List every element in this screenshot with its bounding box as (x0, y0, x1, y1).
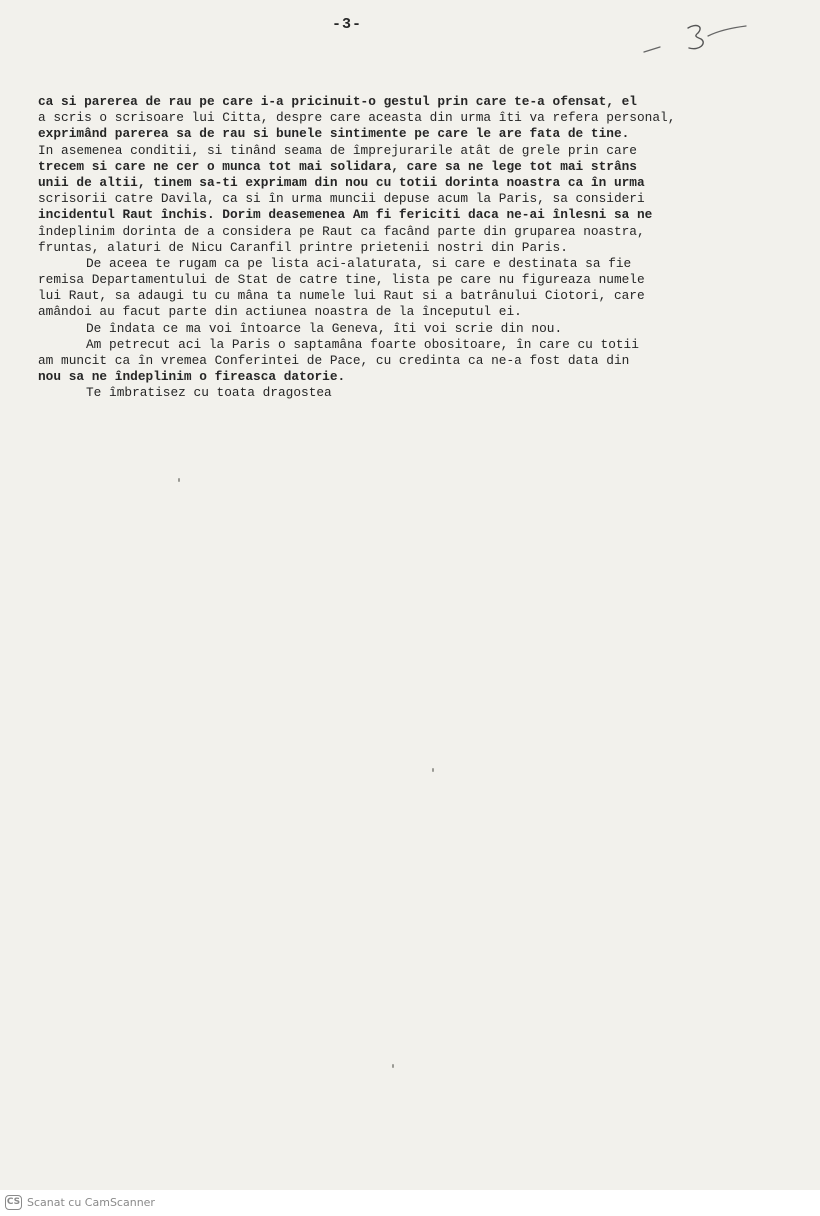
letter-line: scrisorii catre Davila, ca si în urma muncii depuse acum la Paris, sa consideri (38, 191, 645, 207)
paper-speck (432, 768, 434, 772)
letter-line: In asemenea conditii, si tinând seama de împrejurarile atât de grele prin care (38, 142, 637, 158)
letter-line: trecem si care ne cer o munca tot mai solidara, care sa ne lege tot mai strâns (38, 158, 637, 174)
handwritten-number-drawing (640, 20, 770, 60)
letter-line: am muncit ca în vremea Conferintei de Pace, cu credinta ca ne-a fost data din (38, 353, 630, 368)
letter-line: incidentul Raut închis. Dorim deasemenea Am fi fericiti daca ne-ai înlesni sa ne (38, 207, 653, 223)
camscanner-logo-icon: CS (5, 1195, 22, 1210)
paper-speck (178, 478, 180, 482)
letter-line: remisa Departamentului de Stat de catre tine, lista pe care nu figureaza numele (38, 272, 645, 288)
letter-line: fruntas, alaturi de Nicu Caranfil printre prietenii nostri din Paris. (38, 239, 568, 255)
letter-line: unii de altii, tinem sa-ti exprimam din nou cu totii dorinta noastra ca în urma (38, 174, 645, 190)
handwritten-page-mark (640, 20, 770, 60)
letter-line: lui Raut, sa adaugi tu cu mâna ta numele lui Raut si a batrânului Ciotori, care (38, 288, 645, 304)
page-number: -3- (332, 16, 363, 33)
letter-line: îndeplinim dorinta de a considera pe Raut ca facând parte din gruparea noastra, (38, 223, 645, 239)
scanner-caption: Scanat cu CamScanner (27, 1196, 155, 1209)
letter-line: nou sa ne îndeplinim o fireasca datorie. (38, 369, 346, 385)
paper-speck (392, 1064, 394, 1068)
letter-body (38, 94, 793, 402)
letter-line: De îndata ce ma voi întoarce la Geneva, îti voi scrie din nou. (86, 320, 563, 336)
scanner-footer (0, 1190, 820, 1216)
letter-line: a scris o scrisoare lui Citta, despre care aceasta din urma îti va refera personal, (38, 110, 676, 126)
letter-line: De aceea te rugam ca pe lista aci-alaturata, si care e destinata sa fie (86, 255, 632, 271)
letter-line: Te îmbratisez cu toata dragostea (86, 385, 332, 401)
letter-line: ca si parerea de rau pe care i-a pricinuit-o gestul prin care te-a ofensat, el (38, 94, 637, 109)
letter-line: amândoi au facut parte din actiunea noastra de la începutul ei. (38, 304, 522, 320)
letter-line: exprimând parerea sa de rau si bunele sintimente pe care le are fata de tine. (38, 126, 630, 142)
letter-line: Am petrecut aci la Paris o saptamâna foarte obositoare, în care cu totii (86, 336, 639, 352)
